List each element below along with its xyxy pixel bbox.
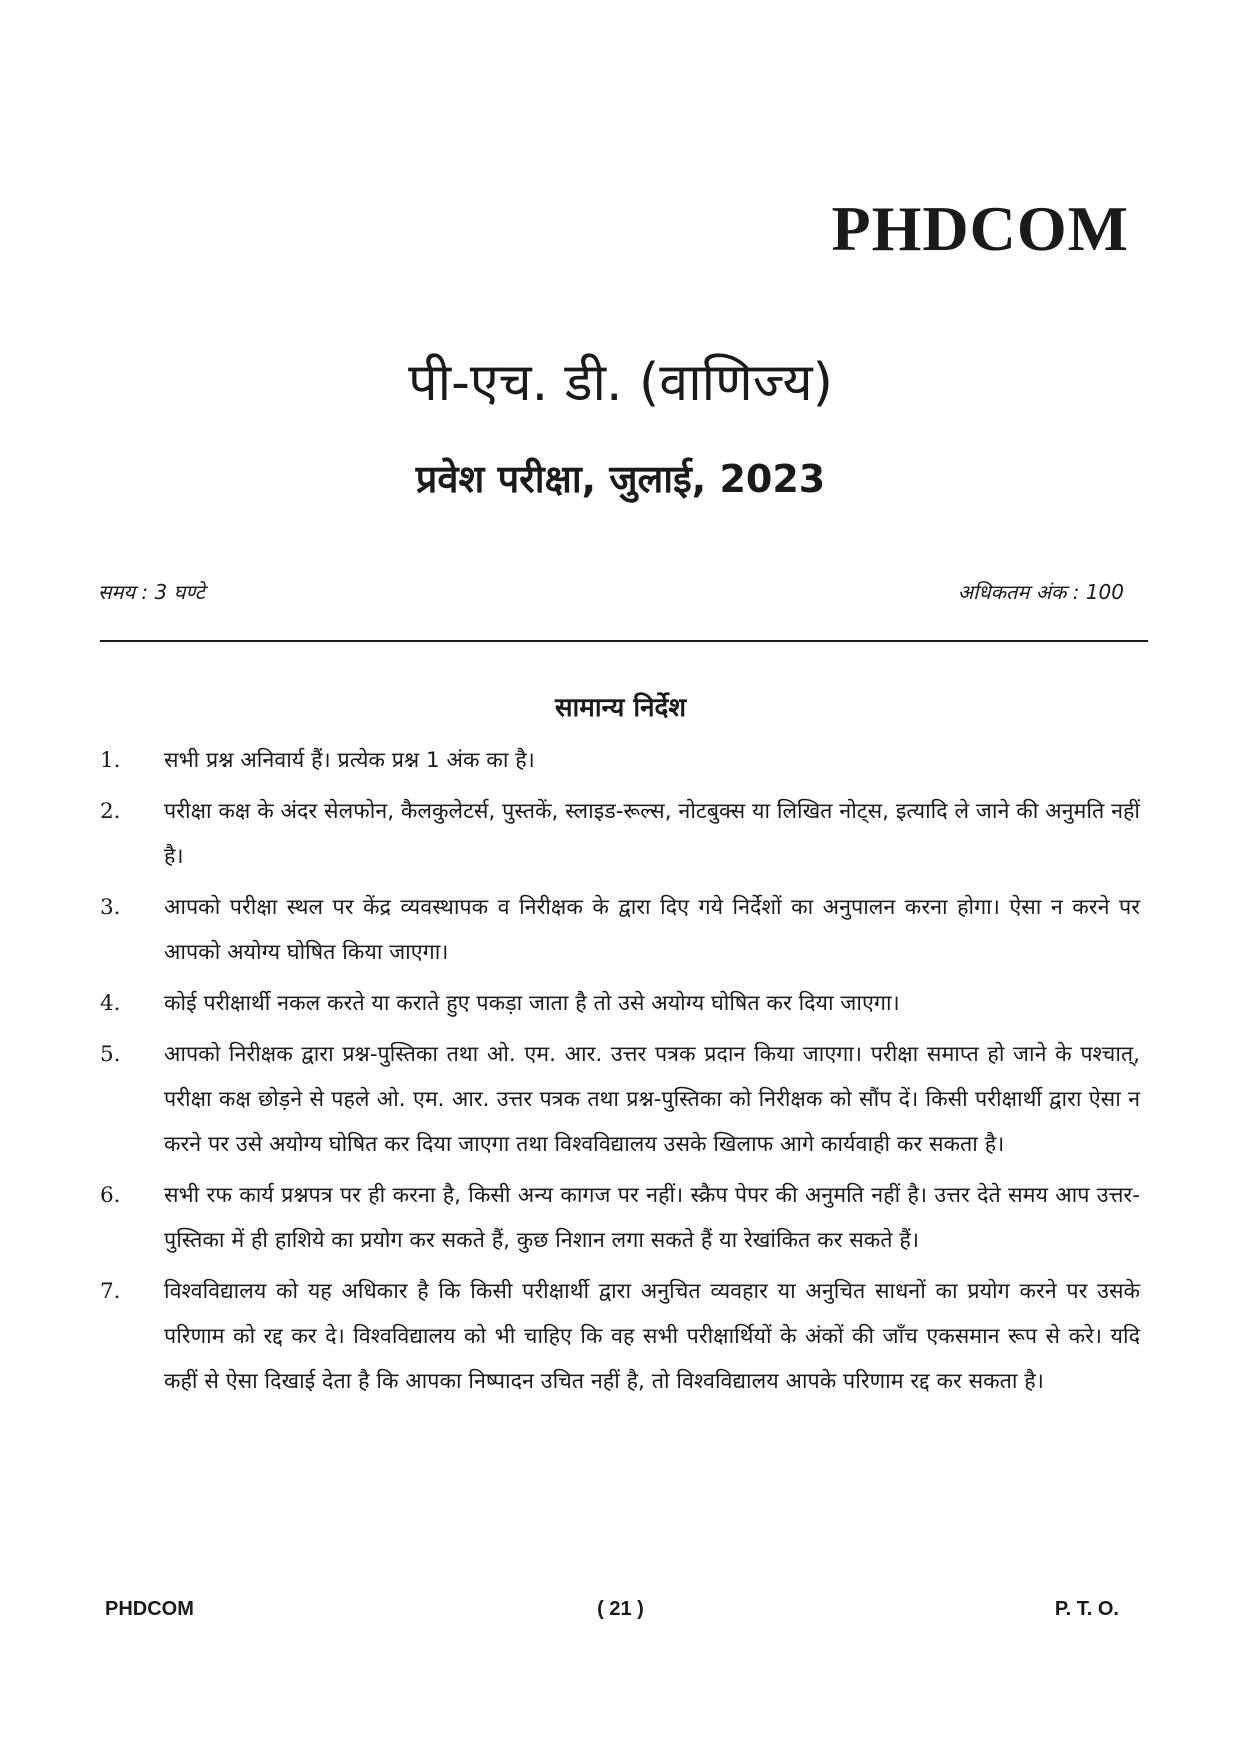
instruction-number: 2. [100, 799, 121, 824]
maximum-marks: अधिकतम अंक : 100 [957, 580, 1124, 604]
instructions-heading: सामान्य निर्देश [554, 693, 687, 723]
instruction-text: सभी रफ कार्य प्रश्नपत्र पर ही करना है, किसी अन्य कागज पर नहीं। स्क्रैप पेपर की अनुमति नहीं है। उत्तर देते समय आप उत्तर-पुस्तिका में ही हाशिये का प्रयोग कर सकते हैं, कुछ निशान लगा सकते हैं या रेखांकित कर सकते हैं। [164, 1183, 1140, 1253]
instruction-number: 4. [100, 991, 121, 1016]
instruction-item [100, 1032, 1140, 1167]
instruction-text: आपको परीक्षा स्थल पर केंद्र व्यवस्थापक व निरीक्षक के द्वारा दिए गये निर्देशों का अनुपालन करना होगा। ऐसा न करने पर आपको अयोग्य घोषित किया जाएगा। [164, 895, 1140, 965]
instruction-item [100, 1269, 1140, 1404]
divider [100, 640, 1148, 642]
instruction-number: 3. [100, 895, 121, 920]
instruction-number: 1. [100, 748, 121, 773]
instruction-text: परीक्षा कक्ष के अंदर सेलफोन, कैलकुलेटर्स, पुस्तकें, स्लाइड-रूल्स, नोटबुक्स या लिखित नोट्स, इत्यादि ले जाने की अनुमति नहीं है। [164, 799, 1140, 869]
instruction-number: 7. [100, 1279, 121, 1304]
instructions-list [100, 738, 1140, 1410]
instruction-item [100, 981, 1140, 1026]
footer-paper-code: PHDCOM [105, 1598, 194, 1620]
instruction-item [100, 789, 1140, 879]
instruction-item [100, 738, 1140, 783]
pto-label: P. T. O. [1054, 1598, 1119, 1620]
instruction-text: विश्वविद्यालय को यह अधिकार है कि किसी परीक्षार्थी द्वारा अनुचित व्यवहार या अनुचित साधनों का प्रयोग करने पर उसके परिणाम को रद्द कर दे। विश्वविद्यालय को भी चाहिए कि वह सभी परीक्षार्थियों के अंकों की जाँच एकसमान रूप से करे। यदि कहीं से ऐसा दिखाई देता है कि आपका निष्पादन उचित नहीं है, तो विश्वविद्यालय आपके परिणाम रद्द कर सकता है। [164, 1279, 1140, 1394]
time-allowed: समय : 3 घण्टे [98, 580, 205, 604]
instruction-number: 5. [100, 1042, 121, 1067]
page-number: ( 21 ) [597, 1598, 644, 1620]
instruction-item [100, 885, 1140, 975]
instruction-item [100, 1173, 1140, 1263]
instruction-text: आपको निरीक्षक द्वारा प्रश्न-पुस्तिका तथा ओ. एम. आर. उत्तर पत्रक प्रदान किया जाएगा। परीक्षा समाप्त हो जाने के पश्चात्, परीक्षा कक्ष छोड़ने से पहले ओ. एम. आर. उत्तर पत्रक तथा प्रश्न-पुस्तिका को निरीक्षक को सौंप दें। किसी परीक्षार्थी द्वारा ऐसा न करने पर उसे अयोग्य घोषित कर दिया जाएगा तथा विश्वविद्यालय उसके खिलाफ आगे कार्यवाही कर सकता है। [164, 1042, 1140, 1157]
instruction-text: कोई परीक्षार्थी नकल करते या कराते हुए पकड़ा जाता है तो उसे अयोग्य घोषित कर दिया जाएगा। [164, 991, 900, 1016]
page-title: पी-एच. डी. (वाणिज्य) [408, 353, 833, 413]
instruction-text: सभी प्रश्न अनिवार्य हैं। प्रत्येक प्रश्न 1 अंक का है। [164, 748, 535, 773]
paper-code: PHDCOM [831, 193, 1129, 264]
instruction-number: 6. [100, 1183, 121, 1208]
exam-subtitle: प्रवेश परीक्षा, जुलाई, 2023 [415, 457, 826, 501]
